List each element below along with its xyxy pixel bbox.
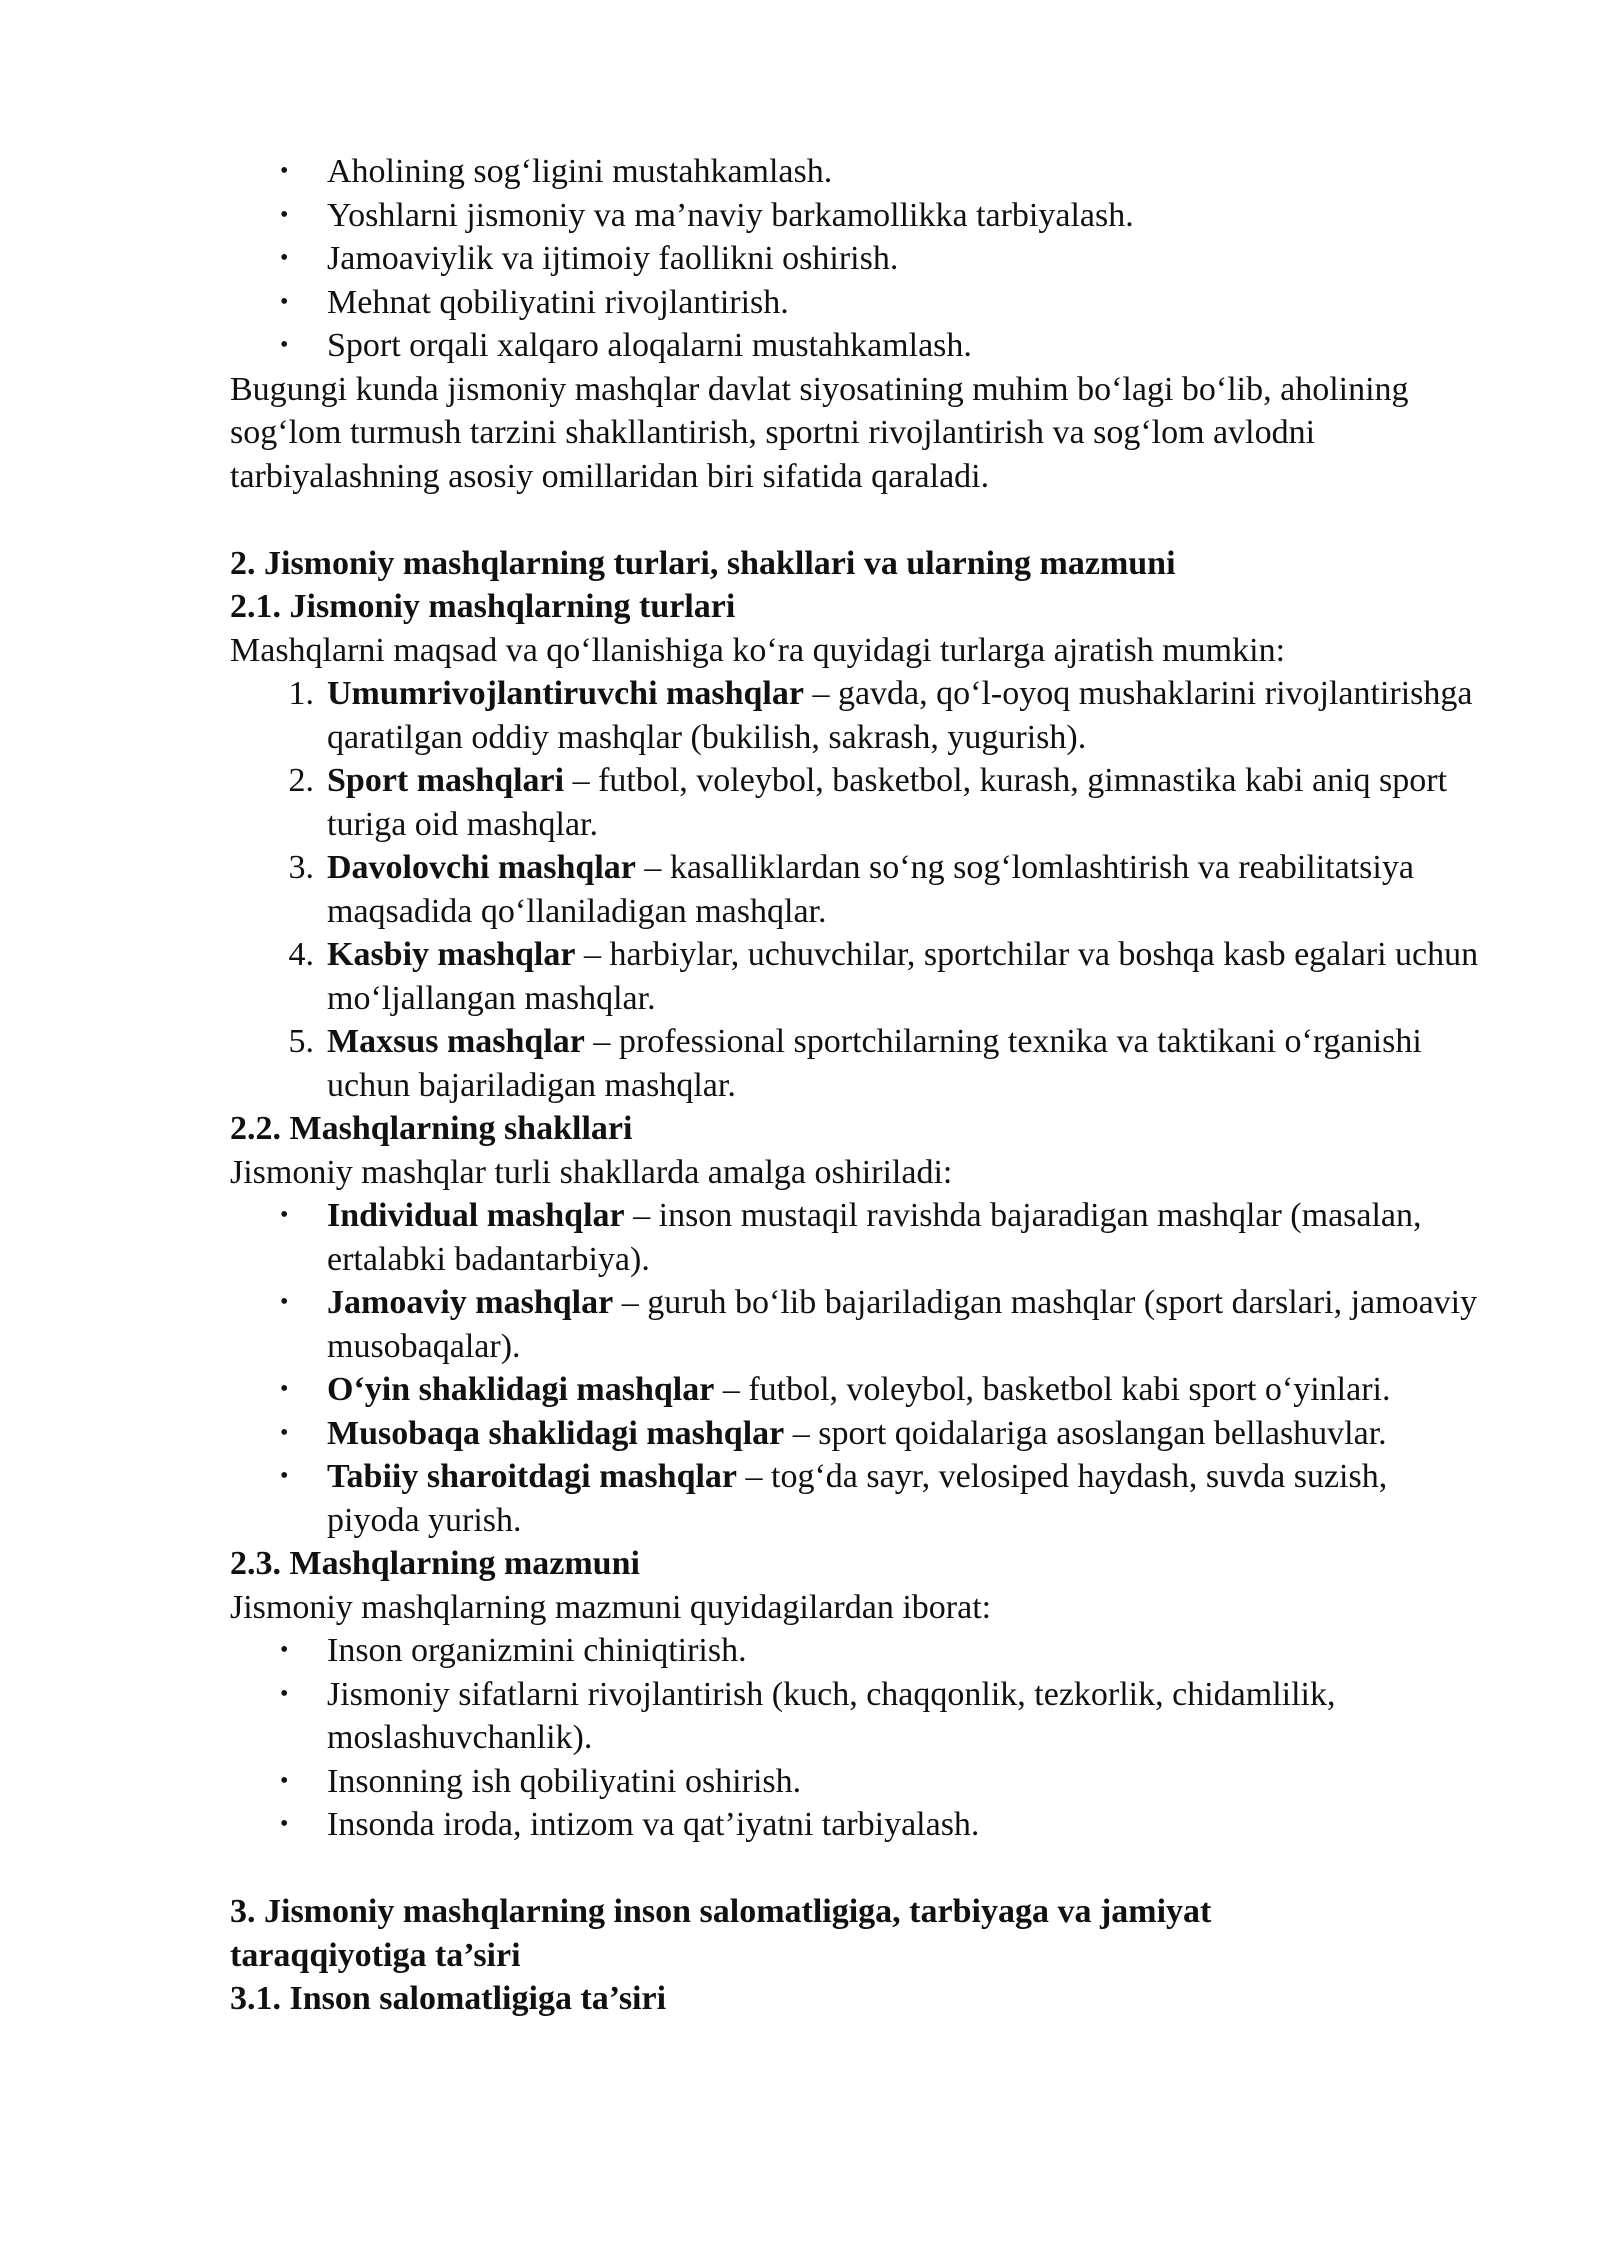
- list-item: [230, 759, 1480, 846]
- list-item: [230, 1368, 1480, 1412]
- list-item: [230, 1412, 1480, 1456]
- list-number: 3.: [288, 849, 314, 886]
- list-item: • Yoshlarni jismoniy va ma’naviy barkamollikka tarbiyalash.: [230, 194, 1480, 238]
- list-number: 2.: [288, 762, 314, 799]
- section-2-2-intro: Jismoniy mashqlar turli shakllarda amalga oshiriladi:: [230, 1153, 953, 1191]
- exercise-types-list: [230, 672, 1480, 1107]
- list-item: • Jismoniy sifatlarni rivojlantirish (kuch, chaqqonlik, tezkorlik, chidamlilik, moslashuvchanlik).: [230, 1673, 1480, 1760]
- list-number: 1.: [288, 675, 314, 712]
- list-item: • Sport orqali xalqaro aloqalarni mustahkamlash.: [230, 324, 1480, 368]
- term: Individual mashqlar: [327, 1197, 625, 1234]
- intro-paragraph: Bugungi kunda jismoniy mashqlar davlat siyosatining muhim bo‘lagi bo‘lib, aholining sog‘lom turmush tarzini shakllantirish, sportni rivojlantirish va sog‘lom avlodni tarbiyalashning asosiy omillaridan biri sifatida qaraladi.: [230, 370, 1409, 495]
- section-2-heading: 2. Jismoniy mashqlarning turlari, shakllari va ularning mazmuni: [230, 544, 1176, 582]
- list-item: [230, 1455, 1480, 1542]
- section-2-3-heading: 2.3. Mashqlarning mazmuni: [230, 1545, 640, 1582]
- description: – futbol, voleybol, basketbol kabi sport o‘yinlari.: [714, 1371, 1391, 1408]
- term: Sport mashqlari: [327, 762, 565, 799]
- goals-list: [230, 150, 1480, 368]
- description: – tog‘da sayr, velosiped haydash, suvda suzish, piyoda yurish.: [327, 1458, 1388, 1539]
- list-item: [230, 1281, 1480, 1368]
- description: – harbiylar, uchuvchilar, sportchilar va boshqa kasb egalari uchun mo‘ljallangan mashqlar.: [327, 936, 1479, 1017]
- exercise-content-list: [230, 1629, 1480, 1847]
- term: Musobaqa shaklidagi mashqlar: [327, 1414, 785, 1452]
- description: – gavda, qo‘l-oyoq mushaklarini rivojlantirishga qaratilgan oddiy mashqlar (bukilish, sakrash, yugurish).: [327, 675, 1473, 756]
- list-item: • Mehnat qobiliyatini rivojlantirish.: [230, 281, 1480, 325]
- list-item: [230, 672, 1480, 759]
- exercise-forms-list: [230, 1194, 1480, 1542]
- section-2-3-intro: Jismoniy mashqlarning mazmuni quyidagilardan iborat:: [230, 1588, 992, 1626]
- section-3-heading-line-1: 3. Jismoniy mashqlarning inson salomatligiga, tarbiyaga va jamiyat: [230, 1893, 1212, 1930]
- list-item: • Aholining sog‘ligini mustahkamlash.: [230, 150, 1480, 194]
- description: – professional sportchilarning texnika va taktikani o‘rganishi uchun bajariladigan mashqlar.: [327, 1023, 1422, 1104]
- list-item: [230, 933, 1480, 1020]
- description: – inson mustaqil ravishda bajaradigan mashqlar (masalan, ertalabki badantarbiya).: [327, 1197, 1422, 1278]
- list-number: 4.: [288, 936, 314, 973]
- term: Tabiiy sharoitdagi mashqlar: [327, 1458, 738, 1495]
- section-2-2-heading: 2.2. Mashqlarning shakllari: [230, 1110, 633, 1147]
- list-item: • Insonning ish qobiliyatini oshirish.: [230, 1760, 1480, 1804]
- term: Davolovchi mashqlar: [327, 849, 636, 886]
- term: Umumrivojlantiruvchi mashqlar: [327, 675, 804, 712]
- section-2-1-heading: 2.1. Jismoniy mashqlarning turlari: [230, 588, 736, 625]
- section-3-heading: [230, 1890, 1480, 1977]
- description: – guruh bo‘lib bajariladigan mashqlar (sport darslari, jamoaviy musobaqalar).: [327, 1284, 1478, 1365]
- term: O‘yin shaklidagi mashqlar: [327, 1371, 715, 1408]
- list-item: • Inson organizmini chiniqtirish.: [230, 1629, 1480, 1673]
- section-3-1-heading: 3.1. Inson salomatligiga ta’siri: [230, 1980, 667, 2017]
- term: Kasbiy mashqlar: [327, 936, 576, 973]
- section-3-heading-line-2: taraqqiyotiga ta’siri: [230, 1936, 521, 1974]
- term: Jamoaviy mashqlar: [327, 1284, 614, 1321]
- section-2-1-intro: Mashqlarni maqsad va qo‘llanishiga ko‘ra quyidagi turlarga ajratish mumkin:: [230, 631, 1286, 669]
- list-item: [230, 846, 1480, 933]
- term: Maxsus mashqlar: [327, 1023, 585, 1060]
- description: – kasalliklardan so‘ng sog‘lomlashtirish va reabilitatsiya maqsadida qo‘llaniladigan mashqlar.: [327, 849, 1414, 930]
- description: – futbol, voleybol, basketbol, kurash, gimnastika kabi aniq sport turiga oid mashqlar.: [327, 762, 1448, 843]
- list-item: [230, 1194, 1480, 1281]
- list-item: • Jamoaviylik va ijtimoiy faollikni oshirish.: [230, 237, 1480, 281]
- spacer: [230, 1847, 1480, 1891]
- list-number: 5.: [288, 1023, 314, 1060]
- list-item: [230, 1020, 1480, 1107]
- description: – sport qoidalariga asoslangan bellashuvlar.: [784, 1414, 1387, 1452]
- list-item: • Insonda iroda, intizom va qat’iyatni tarbiyalash.: [230, 1803, 1480, 1847]
- spacer: [230, 498, 1480, 542]
